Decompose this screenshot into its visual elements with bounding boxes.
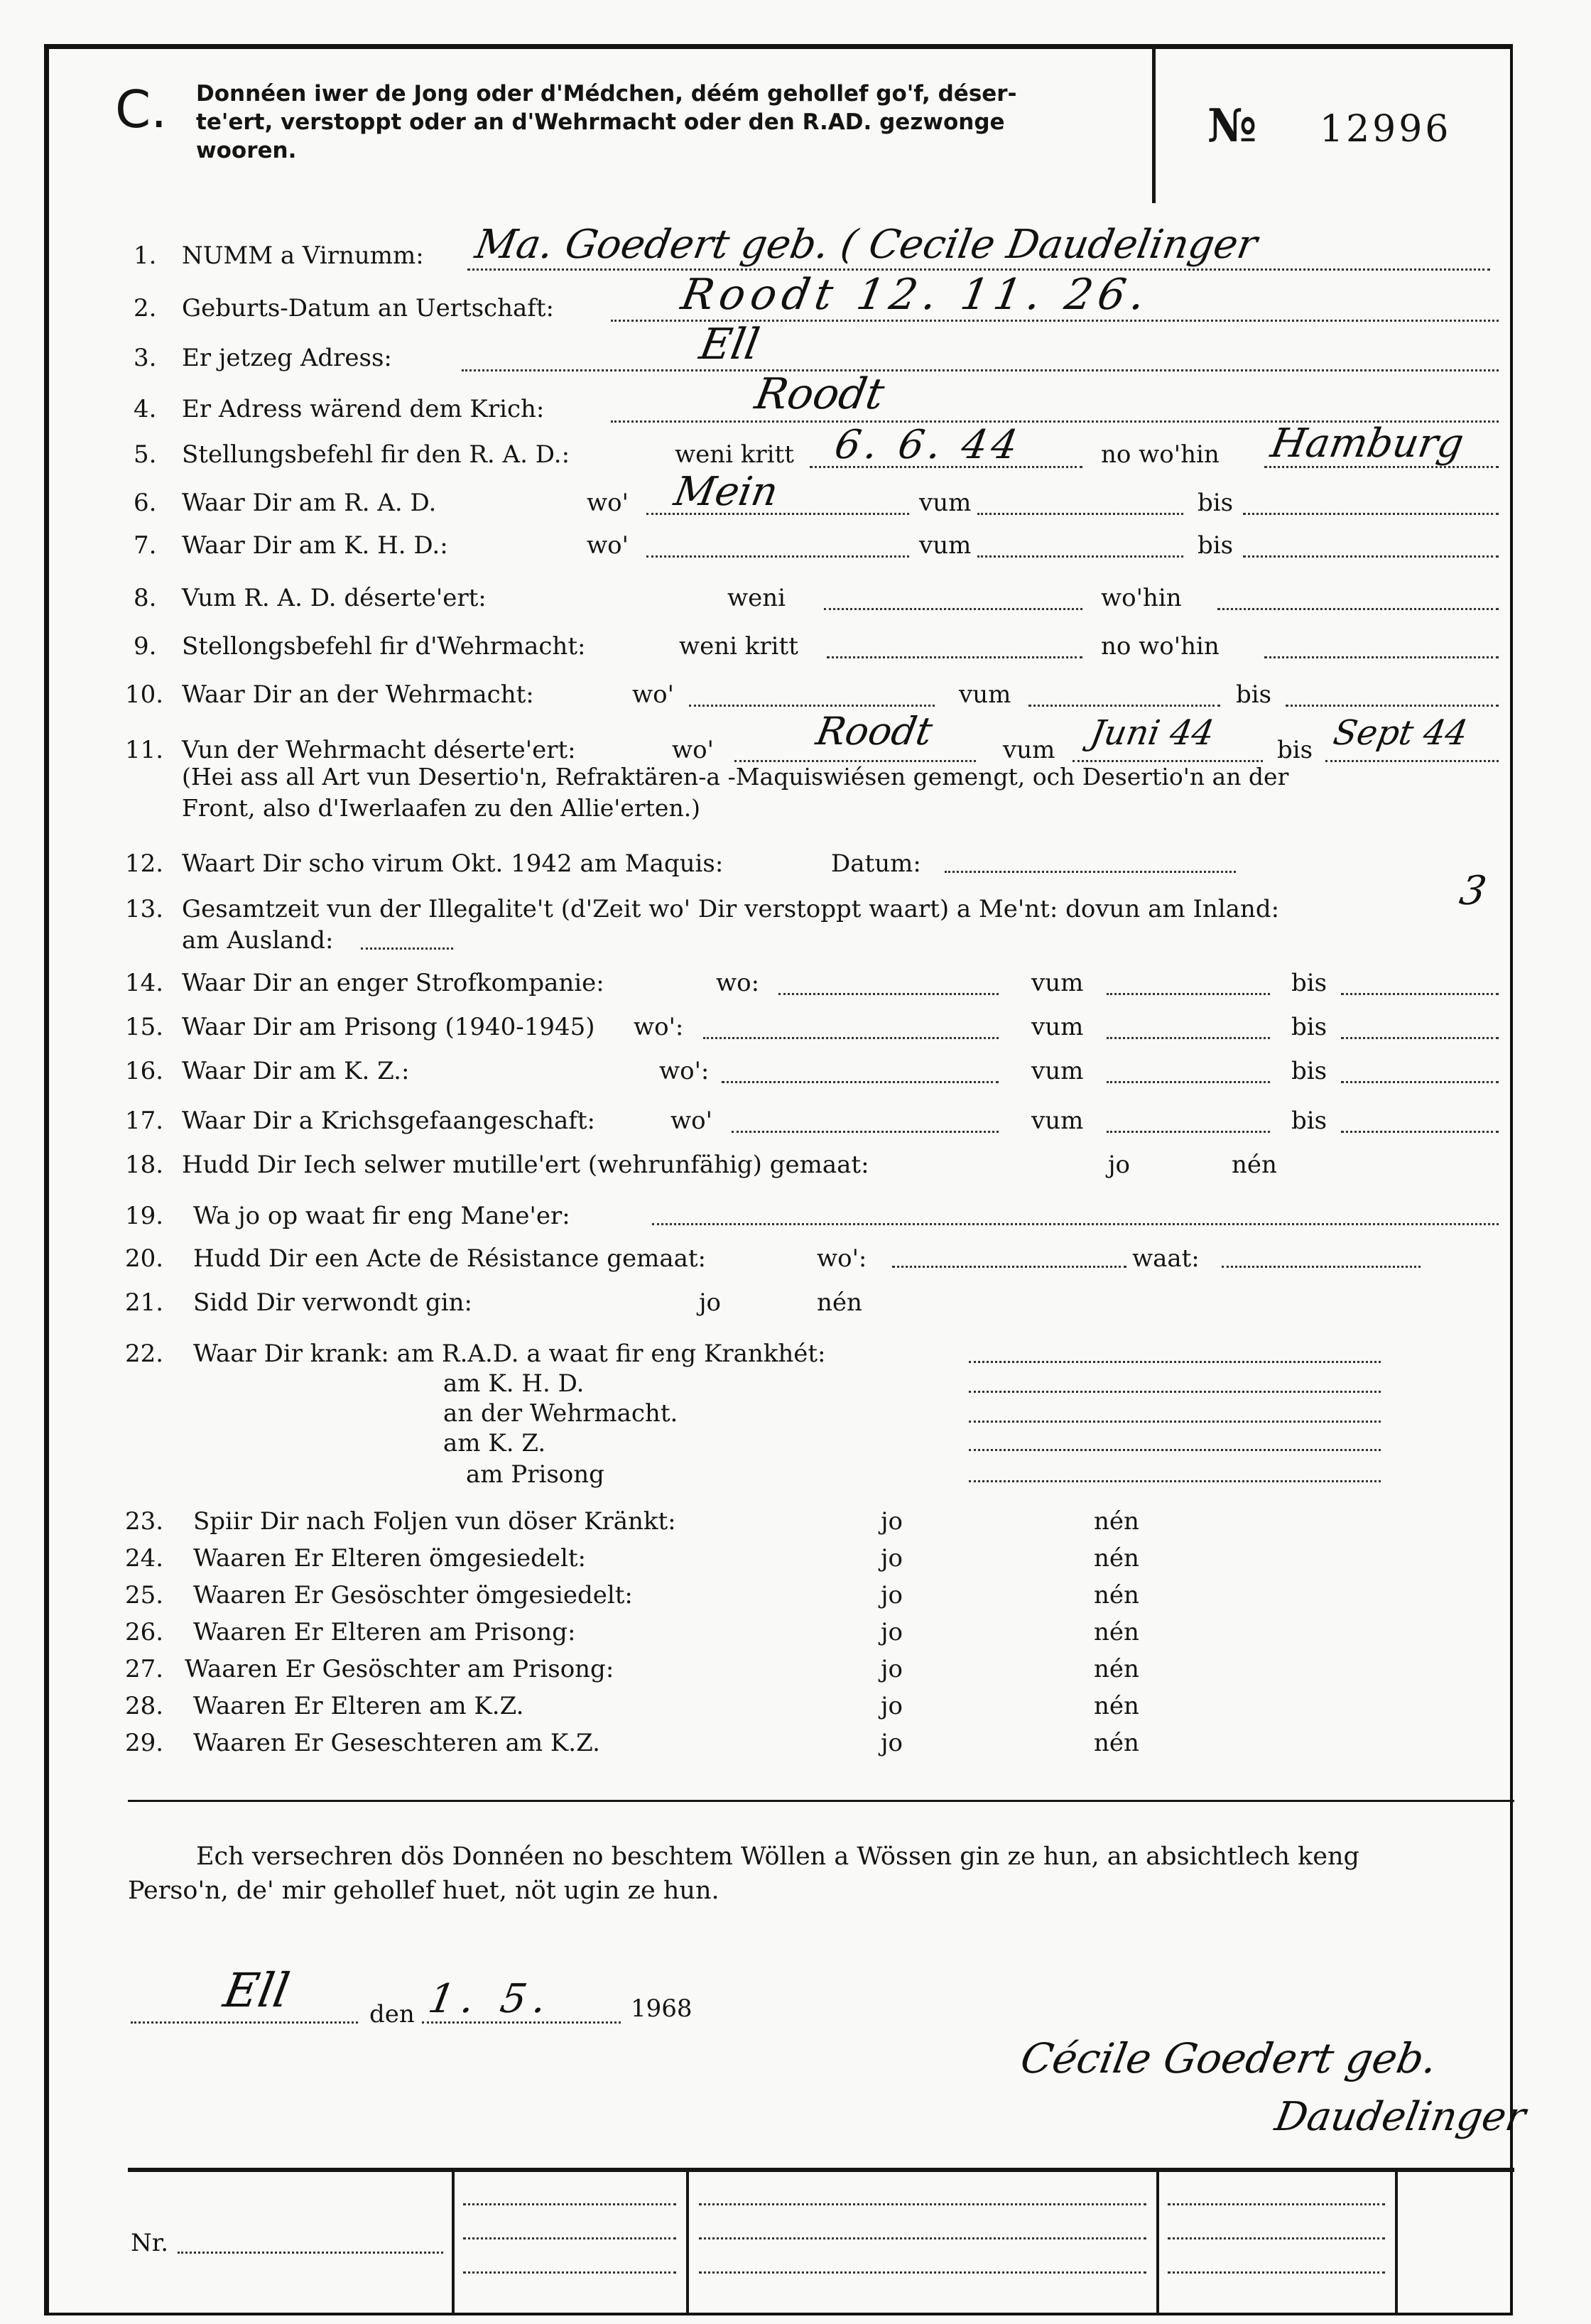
row-11-bis-answer: Sept 44 xyxy=(1330,713,1471,753)
date-year: 1968 xyxy=(631,1994,693,2023)
row-28-label: Waaren Er Elteren am K.Z. xyxy=(193,1692,524,1720)
row-11-vum-answer: Juni 44 xyxy=(1087,713,1217,753)
row-23-label: Spiir Dir nach Foljen vun döser Kränkt: xyxy=(193,1507,676,1536)
row-20-label: Hudd Dir een Acte de Résistance gemaat: xyxy=(193,1244,706,1273)
row-17-wo-line xyxy=(732,1131,999,1133)
row-2-answer: Roodt 12. 11. 26. xyxy=(677,270,1155,320)
row-6-bis-line xyxy=(1243,513,1499,515)
row-22-sub-2: an der Wehrmacht. xyxy=(443,1399,678,1428)
row-15-wo-line xyxy=(703,1037,999,1039)
row-17-wo-label: wo' xyxy=(670,1107,712,1135)
row-23-number: 23. xyxy=(125,1507,164,1536)
row-14-vum-line xyxy=(1107,993,1270,995)
row-11-note-line-1: (Hei ass all Art vun Desertio'n, Refraktären-a -Maquiswiésen gemengt, och Desertio'n an der xyxy=(182,763,1289,791)
row-26-label: Waaren Er Elteren am Prisong: xyxy=(193,1618,576,1646)
row-3-label: Er jetzeg Adress: xyxy=(182,344,392,372)
footer-nr-line xyxy=(178,2252,443,2254)
row-9-number: 9. xyxy=(134,632,157,661)
row-5-nowohin-answer: Hamburg xyxy=(1267,420,1467,467)
row-18-jo: jo xyxy=(1108,1151,1131,1179)
row-16-vum-line xyxy=(1107,1081,1270,1083)
row-11-label: Vun der Wehrmacht déserte'ert: xyxy=(182,736,576,764)
row-18-nen: nén xyxy=(1232,1151,1277,1179)
row-20-wo-line xyxy=(892,1266,1126,1268)
row-14-number: 14. xyxy=(125,969,164,997)
row-18-number: 18. xyxy=(125,1151,164,1179)
row-29-label: Waaren Er Geseschteren am K.Z. xyxy=(193,1729,600,1757)
row-7-wo-line xyxy=(646,555,909,558)
row-11-wo-answer: Roodt xyxy=(813,709,936,754)
row-14-bis-label: bis xyxy=(1291,969,1327,997)
footer-line-a1 xyxy=(463,2203,676,2205)
row-22-label: Waar Dir krank: am R.A.D. a waat fir eng Krankhét: xyxy=(193,1340,826,1368)
row-5-number: 5. xyxy=(134,440,157,469)
row-25-number: 25. xyxy=(125,1581,164,1609)
row-7-label: Waar Dir am K. H. D.: xyxy=(182,531,448,560)
row-9-nowohin-label: no wo'hin xyxy=(1101,632,1220,661)
declaration-line-2: Perso'n, de' mir gehollef huet, nöt ugin ze hun. xyxy=(128,1877,720,1905)
row-3-number: 3. xyxy=(134,344,157,372)
form-number: 12996 xyxy=(1320,108,1452,151)
row-13-inland-answer: 3 xyxy=(1456,868,1490,914)
row-6-vum-line xyxy=(977,513,1183,515)
row-10-label: Waar Dir an der Wehrmacht: xyxy=(182,680,534,709)
row-10-number: 10. xyxy=(125,680,164,709)
row-13-ausland-label: am Ausland: xyxy=(182,926,334,955)
row-12-label: Waart Dir scho virum Okt. 1942 am Maquis: xyxy=(182,849,724,878)
header-divider xyxy=(1152,44,1156,203)
row-19-number: 19. xyxy=(125,1202,164,1230)
footer-line-b2 xyxy=(699,2237,1146,2239)
row-13-ausland-line xyxy=(361,947,453,950)
footer-col-divider-2 xyxy=(686,2168,689,2314)
row-29-nen: nén xyxy=(1094,1729,1139,1757)
row-10-vum-label: vum xyxy=(959,680,1011,709)
row-16-wo-line xyxy=(722,1081,999,1083)
row-10-wo-line xyxy=(689,705,935,707)
row-26-jo: jo xyxy=(881,1618,903,1646)
row-9-weni-label: weni kritt xyxy=(679,632,798,661)
row-2-label: Geburts-Datum an Uertschaft: xyxy=(182,294,554,322)
row-17-vum-label: vum xyxy=(1031,1107,1084,1135)
row-4-number: 4. xyxy=(134,395,157,423)
row-27-label: Waaren Er Gesöschter am Prisong: xyxy=(185,1655,614,1683)
row-15-vum-line xyxy=(1107,1037,1270,1039)
row-11-vum-line xyxy=(1073,760,1263,762)
row-22-line-4 xyxy=(969,1480,1381,1482)
row-20-waat-line xyxy=(1222,1266,1421,1268)
place-answer: Ell xyxy=(219,1963,294,2018)
row-28-number: 28. xyxy=(125,1692,164,1720)
header-title-line-3: wooren. xyxy=(196,138,297,163)
footer-col-divider-1 xyxy=(452,2168,455,2314)
row-10-vum-line xyxy=(1028,705,1220,707)
row-16-wo-label: wo': xyxy=(659,1057,710,1085)
row-25-nen: nén xyxy=(1094,1581,1139,1609)
footer-nr-label: Nr. xyxy=(131,2229,169,2257)
signature-line-2: Daudelinger xyxy=(1271,2094,1529,2140)
row-19-line xyxy=(652,1223,1499,1225)
row-11-wo-line xyxy=(734,760,976,762)
row-17-bis-line xyxy=(1341,1131,1499,1133)
row-6-number: 6. xyxy=(134,489,157,517)
row-22-sub-3: am K. Z. xyxy=(443,1429,546,1457)
header-title-line-1: Donnéen iwer de Jong oder d'Médchen, déém gehollef go'f, déser- xyxy=(196,81,1017,107)
row-16-bis-label: bis xyxy=(1291,1057,1327,1085)
row-14-label: Waar Dir an enger Strofkompanie: xyxy=(182,969,604,997)
row-15-number: 15. xyxy=(125,1013,164,1041)
row-11-bis-label: bis xyxy=(1277,736,1313,764)
row-14-wo-line xyxy=(778,993,999,995)
row-24-jo: jo xyxy=(881,1544,903,1573)
row-28-nen: nén xyxy=(1094,1692,1139,1720)
signature-line-1: Cécile Goedert geb. xyxy=(1017,2034,1441,2083)
row-6-label: Waar Dir am R. A. D. xyxy=(182,489,437,517)
row-18-label: Hudd Dir Iech selwer mutille'ert (wehrunfähig) gemaat: xyxy=(182,1151,869,1179)
row-1-answer: Ma. Goedert geb. ( Cecile Daudelinger xyxy=(472,222,1261,268)
row-7-bis-label: bis xyxy=(1198,531,1234,560)
row-27-number: 27. xyxy=(125,1655,164,1683)
row-14-bis-line xyxy=(1341,993,1499,995)
number-symbol: № xyxy=(1207,99,1257,153)
declaration-separator xyxy=(128,1800,1514,1802)
row-5-label: Stellungsbefehl fir den R. A. D.: xyxy=(182,440,570,469)
row-22-line-0 xyxy=(969,1361,1381,1363)
row-7-vum-line xyxy=(977,555,1183,558)
date-answer: 1. 5. xyxy=(425,1976,558,2022)
row-4-label: Er Adress wärend dem Krich: xyxy=(182,395,545,423)
row-10-bis-label: bis xyxy=(1236,680,1272,709)
row-16-label: Waar Dir am K. Z.: xyxy=(182,1057,410,1085)
row-10-bis-line xyxy=(1286,705,1499,707)
row-1-number: 1. xyxy=(134,241,157,270)
row-9-weni-line xyxy=(827,656,1082,658)
row-8-wohin-label: wo'hin xyxy=(1101,584,1182,612)
row-21-nen: nén xyxy=(817,1288,862,1317)
footer-line-c3 xyxy=(1168,2271,1385,2274)
row-15-wo-label: wo': xyxy=(634,1013,684,1041)
row-12-datum-label: Datum: xyxy=(831,849,921,878)
row-26-nen: nén xyxy=(1094,1618,1139,1646)
row-15-bis-line xyxy=(1341,1037,1499,1039)
row-26-number: 26. xyxy=(125,1618,164,1646)
row-8-weni-label: weni xyxy=(727,584,786,612)
row-16-number: 16. xyxy=(125,1057,164,1085)
row-8-weni-line xyxy=(824,608,1082,610)
row-6-bis-label: bis xyxy=(1198,489,1234,517)
row-12-datum-line xyxy=(945,871,1236,873)
row-23-nen: nén xyxy=(1094,1507,1139,1536)
row-12-number: 12. xyxy=(125,849,164,878)
row-3-answer: Ell xyxy=(695,320,764,369)
row-11-number: 11. xyxy=(125,736,164,764)
row-24-nen: nén xyxy=(1094,1544,1139,1573)
row-21-number: 21. xyxy=(125,1288,164,1317)
row-19-label: Wa jo op waat fir eng Mane'er: xyxy=(193,1202,570,1230)
row-1-label: NUMM a Virnumm: xyxy=(182,241,424,270)
row-28-jo: jo xyxy=(881,1692,903,1720)
row-22-sub-1: am K. H. D. xyxy=(443,1369,585,1398)
row-6-wo-answer: Mein xyxy=(670,469,782,515)
row-4-answer: Roodt xyxy=(751,369,889,419)
row-20-number: 20. xyxy=(125,1244,164,1273)
row-9-label: Stellongsbefehl fir d'Wehrmacht: xyxy=(182,632,586,661)
row-8-label: Vum R. A. D. déserte'ert: xyxy=(182,584,487,612)
row-29-jo: jo xyxy=(881,1729,903,1757)
footer-line-b3 xyxy=(699,2271,1146,2274)
row-14-vum-label: vum xyxy=(1031,969,1084,997)
row-22-line-3 xyxy=(969,1449,1381,1451)
row-15-bis-label: bis xyxy=(1291,1013,1327,1041)
row-20-wo-label: wo': xyxy=(817,1244,867,1273)
footer-top-rule xyxy=(128,2168,1514,2172)
footer-line-c2 xyxy=(1168,2237,1385,2239)
row-2-number: 2. xyxy=(134,294,157,322)
row-5-weni-label: weni kritt xyxy=(675,440,794,469)
row-17-bis-label: bis xyxy=(1291,1107,1327,1135)
row-25-label: Waaren Er Gesöschter ömgesiedelt: xyxy=(193,1581,633,1609)
row-10-wo-label: wo' xyxy=(632,680,674,709)
row-17-vum-line xyxy=(1107,1131,1270,1133)
declaration-line-1: Ech versechren dös Donnéen no beschtem Wöllen a Wössen gin ze hun, an absichtlech keng xyxy=(196,1842,1359,1871)
footer-line-b1 xyxy=(699,2203,1146,2205)
row-22-sub-4: am Prisong xyxy=(466,1460,604,1489)
row-8-number: 8. xyxy=(134,584,157,612)
row-16-bis-line xyxy=(1341,1081,1499,1083)
row-11-bis-line xyxy=(1325,760,1499,762)
row-20-waat-label: waat: xyxy=(1132,1244,1200,1273)
row-17-number: 17. xyxy=(125,1107,164,1135)
row-22-line-2 xyxy=(969,1421,1381,1423)
header-title-line-2: te'ert, verstoppt oder an d'Wehrmacht oder den R.AD. gezwonge xyxy=(196,109,1005,135)
row-5-nowohin-label: no wo'hin xyxy=(1101,440,1220,469)
row-13-label: Gesamtzeit vun der Illegalite't (d'Zeit wo' Dir verstoppt waart) a Me'nt: dovun am Inland: xyxy=(182,895,1280,923)
footer-col-divider-4 xyxy=(1395,2168,1398,2314)
row-7-wo-label: wo' xyxy=(587,531,629,560)
row-15-label: Waar Dir am Prisong (1940-1945) xyxy=(182,1013,595,1041)
footer-line-a2 xyxy=(463,2237,676,2239)
row-5-weni-answer: 6. 6. 44 xyxy=(831,422,1026,468)
row-8-wohin-line xyxy=(1217,608,1499,610)
row-7-vum-label: vum xyxy=(919,531,972,560)
row-27-jo: jo xyxy=(881,1655,903,1683)
footer-line-a3 xyxy=(463,2271,676,2274)
row-11-wo-label: wo' xyxy=(672,736,714,764)
row-16-vum-label: vum xyxy=(1031,1057,1084,1085)
row-7-number: 7. xyxy=(134,531,157,560)
row-22-line-1 xyxy=(969,1391,1381,1393)
row-17-label: Waar Dir a Krichsgefaangeschaft: xyxy=(182,1107,595,1135)
row-23-jo: jo xyxy=(881,1507,903,1536)
row-11-note-line-2: Front, also d'Iwerlaafen zu den Allie'erten.) xyxy=(182,794,701,822)
row-15-vum-label: vum xyxy=(1031,1013,1084,1041)
row-6-vum-label: vum xyxy=(919,489,972,517)
row-27-nen: nén xyxy=(1094,1655,1139,1683)
row-7-bis-line xyxy=(1243,555,1499,558)
row-24-label: Waaren Er Elteren ömgesiedelt: xyxy=(193,1544,586,1573)
row-11-vum-label: vum xyxy=(1003,736,1055,764)
row-13-number: 13. xyxy=(125,895,164,923)
row-9-nowohin-line xyxy=(1264,656,1499,658)
row-22-number: 22. xyxy=(125,1340,164,1368)
row-21-jo: jo xyxy=(699,1288,722,1317)
section-letter: C. xyxy=(115,80,168,139)
footer-col-divider-3 xyxy=(1156,2168,1159,2314)
date-den-label: den xyxy=(369,2000,415,2029)
row-25-jo: jo xyxy=(881,1581,903,1609)
row-3-line xyxy=(462,369,1499,371)
row-29-number: 29. xyxy=(125,1729,164,1757)
row-24-number: 24. xyxy=(125,1544,164,1573)
footer-line-c1 xyxy=(1168,2203,1385,2205)
row-21-label: Sidd Dir verwondt gin: xyxy=(193,1288,472,1317)
place-line xyxy=(131,2021,358,2024)
row-6-wo-label: wo' xyxy=(587,489,629,517)
row-14-wo-label: wo: xyxy=(716,969,760,997)
